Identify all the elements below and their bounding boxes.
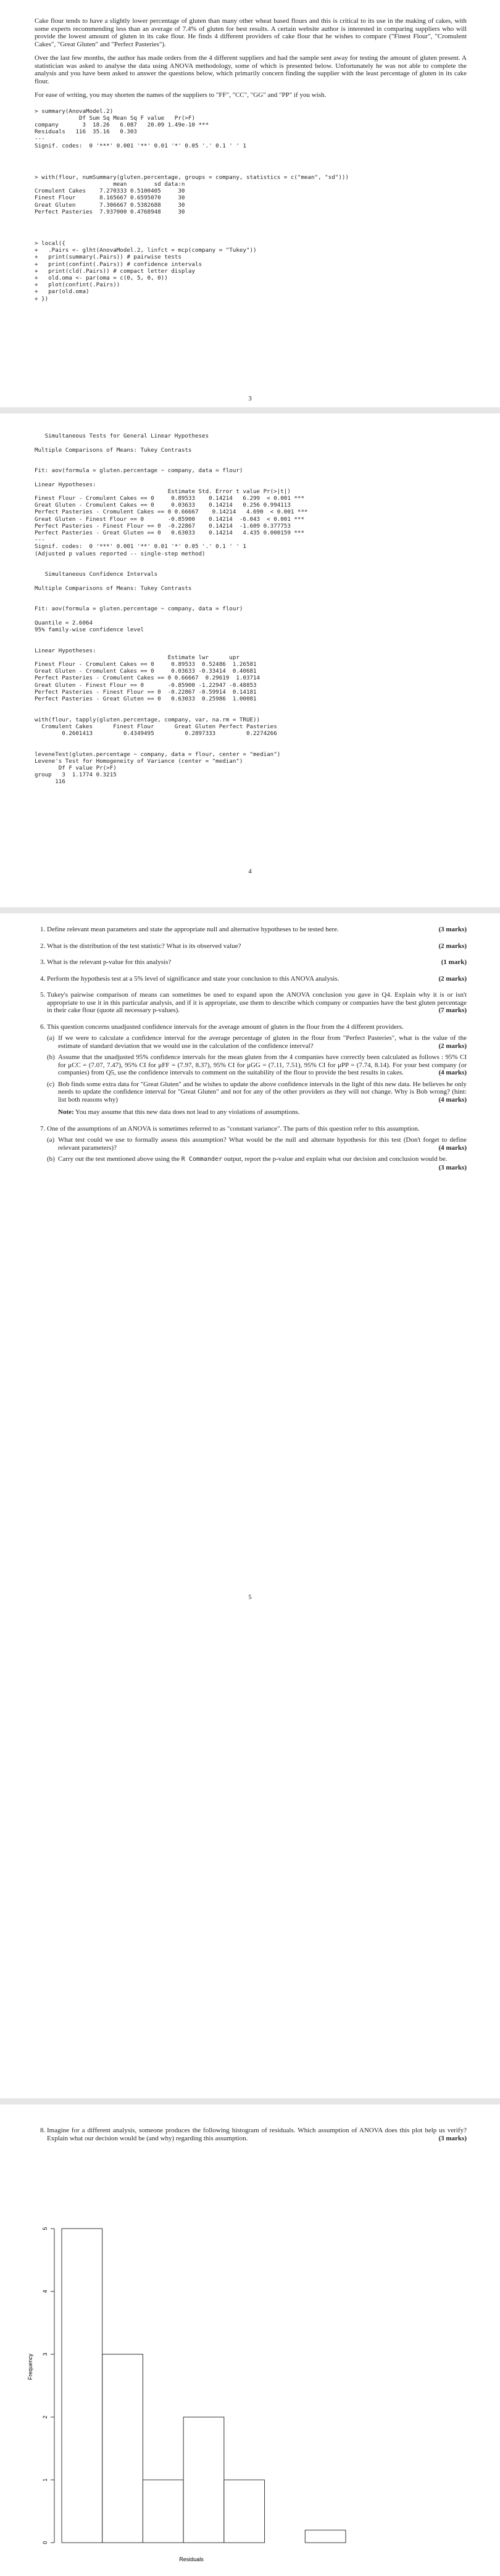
question-6c: (c) Bob finds some extra data for "Great Gluten" and he wishes to update the above confidence intervals in the light of this new data. He believes he only needs to update the confidence interval for "Great Gluten" and not for any of the other providers as they will not change. Why is Bob wrong? (hint: list both reasons why) (4 marks): [47, 1080, 467, 1103]
question-7: [47, 1124, 467, 1171]
question-4: [47, 975, 467, 983]
question-6-note: [58, 1108, 467, 1116]
question-marks: (7 marks): [438, 1007, 467, 1014]
question-text: What is the relevant p-value for this analysis?: [47, 958, 172, 966]
y-tick-label: 1: [42, 2478, 48, 2482]
question-list: [35, 2127, 467, 2142]
question-marks: (3 marks): [438, 1163, 467, 1171]
page-4: [0, 2104, 500, 2576]
question-6a: (a) If we were to calculate a confidence interval for the average percentage of gluten in the flour from "Perfect Pasteries", what is the value of the estimate of standard deviation that we would use in the calculation of the confidence interval? (2 marks): [47, 1034, 467, 1050]
note-text: You may assume that this new data does not lead to any violations of assumptions.: [75, 1108, 300, 1116]
histogram-bar: [183, 2417, 224, 2543]
question-text: 6. This question concerns unadjusted confidence intervals for the average amount of gluten in the flour from the 4 different providers.: [47, 1023, 404, 1031]
question-marks: (2 marks): [438, 942, 467, 950]
question-text: Tukey's pairwise comparison of means can sometimes be used to expand upon the ANOVA conclusion you gave in Q4. Explain why it is or isn't appropriate to use it in this particular analysis, and if it is appropriate, use them to describe which company or companies have the best gluten percentage in their cake flour (quote all necessary p-values).: [47, 991, 467, 1014]
question-text: Define relevant mean parameters and state the appropriate null and alternative hypotheses to be tested here.: [47, 926, 339, 933]
question-text: Bob finds some extra data for "Great Gluten" and he wishes to update the above confidence intervals in the light of this new data. He believes he only needs to update the confidence interval for "Great Gluten" and not for any of the other providers as they will not change. Why is Bob wrong? (hint: list both reasons why): [58, 1080, 467, 1103]
question-marks: (4 marks): [438, 1095, 467, 1103]
question-marks: (2 marks): [438, 1042, 467, 1050]
y-axis-label: Frequency: [27, 2353, 33, 2380]
page-number: 3: [248, 395, 252, 402]
page-separator: [0, 407, 500, 413]
histogram-bar: [143, 2480, 183, 2543]
page-2: [0, 413, 500, 907]
intro-paragraph-2: Over the last few months, the author has made orders from the 4 different suppliers and had the sample sent away for testing the amount of gluten present. A statistician was asked to analyse the data using ANOVA methodology, some of which is presented below. Unfortunately he was not able to complete the analysis and you have been asked to answer the questions below, which primarily concern finding the supplier with the least percentage of gluten in its cake flour.: [35, 54, 467, 85]
page-separator: [0, 2098, 500, 2104]
question-text: Assume that the unadjusted 95% confidence intervals for the mean gluten from the 4 companies have correctly been calculated as follows : 95% CI for μCC = (7.07, 7.47), 95% CI for μFF = (7.97, 8.37), 95% CI for μGG = (7.11, 7.51), 95% CI for μPP = (7.74, 8.14). For your best company (or companies) from Q5, use the confidence intervals to comment on the suitability of the flour to provide the best results in cakes.: [58, 1053, 467, 1076]
tukey-output: Simultaneous Tests for General Linear Hypotheses Multiple Comparisons of Means: Tukey Contrasts Fit: aov(formula = gluten.percentage ~ company, data = flour) Linear Hypotheses: Estimate Std. Error t value Pr(>|t|) Finest Flour - Cromulent Cakes == 0 0.89533 0.14214 6.299 < 0.001 *** Great Gluten - Cromulent Cakes == 0 0.03633 0.14214 0.256 0.994113 Perfect Pasteries - Cromulent Cakes == 0 0.66667 0.14214 4.690 < 0.001 *** Great Gluten - Finest Flour == 0 -0.85900 0.14214 -6.043 < 0.001 *** Perfect Pasteries - Finest Flour == 0 -0.22867 0.14214 -1.609 0.377753 Perfect Pasteries - Great Gluten == 0 0.63033 0.14214 4.435 0.000159 *** --- Signif. codes: 0 '***' 0.001 '**' 0.01 '*' 0.05 '.' 0.1 ' ' 1 (Adjusted p values reported -- single-step method) Simultaneous Confidence Intervals Multiple Comparisons of Means: Tukey Contrasts Fit: aov(formula = gluten.percentage ~ company, data = flour) Quantile = 2.6064 95% family-wise confidence level Linear Hypotheses: Estimate lwr upr Finest Flour - Cromulent Cakes == 0 0.89533 0.52486 1.26581 Great Gluten - Cromulent Cakes == 0 0.03633 -0.33414 0.40681 Perfect Pasteries - Cromulent Cakes == 0 0.66667 0.29619 1.03714 Great Gluten - Finest Flour == 0 -0.85900 -1.22947 -0.48853 Perfect Pasteries - Finest Flour == 0 -0.22867 -0.59914 0.14181 Perfect Pasteries - Great Gluten == 0 0.63033 0.25986 1.00081 with(flour, tapply(gluten.percentage, company, var, na.rm = TRUE)) Cromulent Cakes Finest Flour Great Gluten Perfect Pasteries 0.2601413 0.4349495 0.2897333 0.2274266 leveneTest(gluten.percentage ~ company, data = flour, center = "median") Levene's Test for Homogeneity of Variance (center = "median") Df F value Pr(>F) group 3 1.1774 0.3215 116: [35, 433, 308, 786]
question-text: Imagine for a different analysis, someone produces the following histogram of residuals. Which assumption of ANOVA does this plot help us verify? Explain what our decision would be (and why) regarding this assumption.: [47, 2127, 467, 2142]
question-marks: (4 marks): [438, 1144, 467, 1152]
numsummary-output: > with(flour, numSummary(gluten.percentage, groups = company, statistics = c("mean", "sd"))) mean sd data:n Cromulent Cakes 7.270333 0.5100405 30 Finest Flour 8.165667 0.6595070 30 Great Gluten 7.306667 0.5382688 30 Perfect Pasteries 7.937000 0.4768948 30: [35, 173, 349, 215]
residual-histogram: [0, 2172, 500, 2574]
y-tick-label: 4: [42, 2290, 48, 2293]
y-tick-label: 5: [42, 2227, 48, 2230]
x-axis-label: Residuals: [179, 2556, 204, 2562]
question-text: Perform the hypothesis test at a 5% level of significance and state your conclusion to this ANOVA analysis.: [47, 974, 340, 983]
question-3: [47, 958, 467, 966]
page-1: [0, 0, 500, 407]
question-text: output, report the p-value and explain what our decision and conclusion would be.: [222, 1155, 448, 1163]
question-text: What is the distribution of the test statistic? What is its observed value?: [47, 942, 241, 950]
question-marks: (2 marks): [438, 974, 467, 983]
histogram-bar: [305, 2530, 346, 2543]
y-tick-label: 3: [42, 2353, 48, 2356]
intro-paragraph-1: Cake flour tends to have a slightly lower percentage of gluten than many other wheat based flours and this is critical to its use in the making of cakes, with some experts recommending less than an average of 7.4% of gluten for best results. A certain website author is interested in comparing suppliers who will provide the lowest amount of gluten in its cake flour. He finds 4 different providers of cake flour that he wishes to compare ("Finest Flour", "Cromulent Cakes", "Great Gluten" and "Perfect Pasteries").: [35, 17, 467, 48]
tukey-command-code: > local({ + .Pairs <- glht(AnovaModel.2, linfct = mcp(company = "Tukey")) + print(summary(.Pairs)) # pairwise tests + print(confint(.Pairs)) # confidence intervals + print(cld(.Pairs)) # compact letter display + old.oma <- par(oma = c(0, 5, 0, 0)) + plot(confint(.Pairs)) + par(old.oma) + }): [35, 239, 257, 302]
question-1: [47, 926, 467, 934]
question-marks: (3 marks): [438, 926, 467, 933]
question-text: Carry out the test mentioned above using the: [58, 1155, 181, 1163]
question-marks: (1 mark): [441, 958, 467, 966]
question-text: If we were to calculate a confidence interval for the average percentage of gluten in the flour from "Perfect Pasteries", what is the value of the estimate of standard deviation that we would use in the calculation of the confidence interval?: [58, 1034, 467, 1050]
r-commander-code: R Commander: [181, 1156, 223, 1163]
question-7b: (b) Carry out the test mentioned above using the R Commander output, report the p-value and explain what our decision and conclusion would be. (3 marks): [47, 1155, 467, 1171]
anova-summary-output: > summary(AnovaModel.2) Df Sum Sq Mean Sq F value Pr(>F) company 3 18.26 6.087 20.09 1.49e-10 *** Residuals 116 35.16 0.303 --- Signif. codes: 0 '***' 0.001 '**' 0.01 '*' 0.05 '.' 0.1 ' ' 1: [35, 107, 246, 149]
histogram-bar: [102, 2354, 143, 2543]
intro-paragraph-3: For ease of writing, you may shorten the names of the suppliers to "FF", "CC", "GG" and "PP" if you wish.: [35, 91, 327, 99]
question-6: [47, 1023, 467, 1116]
question-marks: (4 marks): [438, 1069, 467, 1076]
y-tick-label: 0: [42, 2541, 48, 2545]
question-7a: (a) What test could we use to formally assess this assumption? What would be the null and alternate hypothesis for this test (Don't forget to define relevant parameters)? (4 marks): [47, 1136, 467, 1152]
page-number: 4: [248, 868, 252, 875]
question-8: [47, 2127, 467, 2142]
question-text: What test could we use to formally assess this assumption? What would be the null and alternate hypothesis for this test (Don't forget to define relevant parameters)?: [58, 1136, 467, 1152]
histogram-bar: [62, 2229, 102, 2543]
histogram-bar: [224, 2480, 265, 2543]
note-label: Note:: [58, 1108, 74, 1116]
question-text: 7. One of the assumptions of an ANOVA is sometimes referred to as "constant variance". The parts of this question refer to this assumption.: [47, 1124, 420, 1132]
page-3: [0, 913, 500, 1654]
y-tick-label: 2: [42, 2415, 48, 2419]
page-number: 5: [248, 1593, 252, 1601]
question-6b: (b) Assume that the unadjusted 95% confidence intervals for the mean gluten from the 4 companies have correctly been calculated as follows : 95% CI for μCC = (7.07, 7.47), 95% CI for μFF = (7.97, 8.37), 95% CI for μGG = (7.11, 7.51), 95% CI for μPP = (7.74, 8.14). For your best company (or companies) from Q5, use the confidence intervals to comment on the suitability of the flour to provide the best results in cakes. (4 marks): [47, 1053, 467, 1076]
page-separator: [0, 907, 500, 913]
question-2: [47, 942, 467, 950]
question-5: [47, 991, 467, 1015]
question-marks: (3 marks): [438, 2134, 467, 2142]
question-list: [35, 926, 467, 1171]
